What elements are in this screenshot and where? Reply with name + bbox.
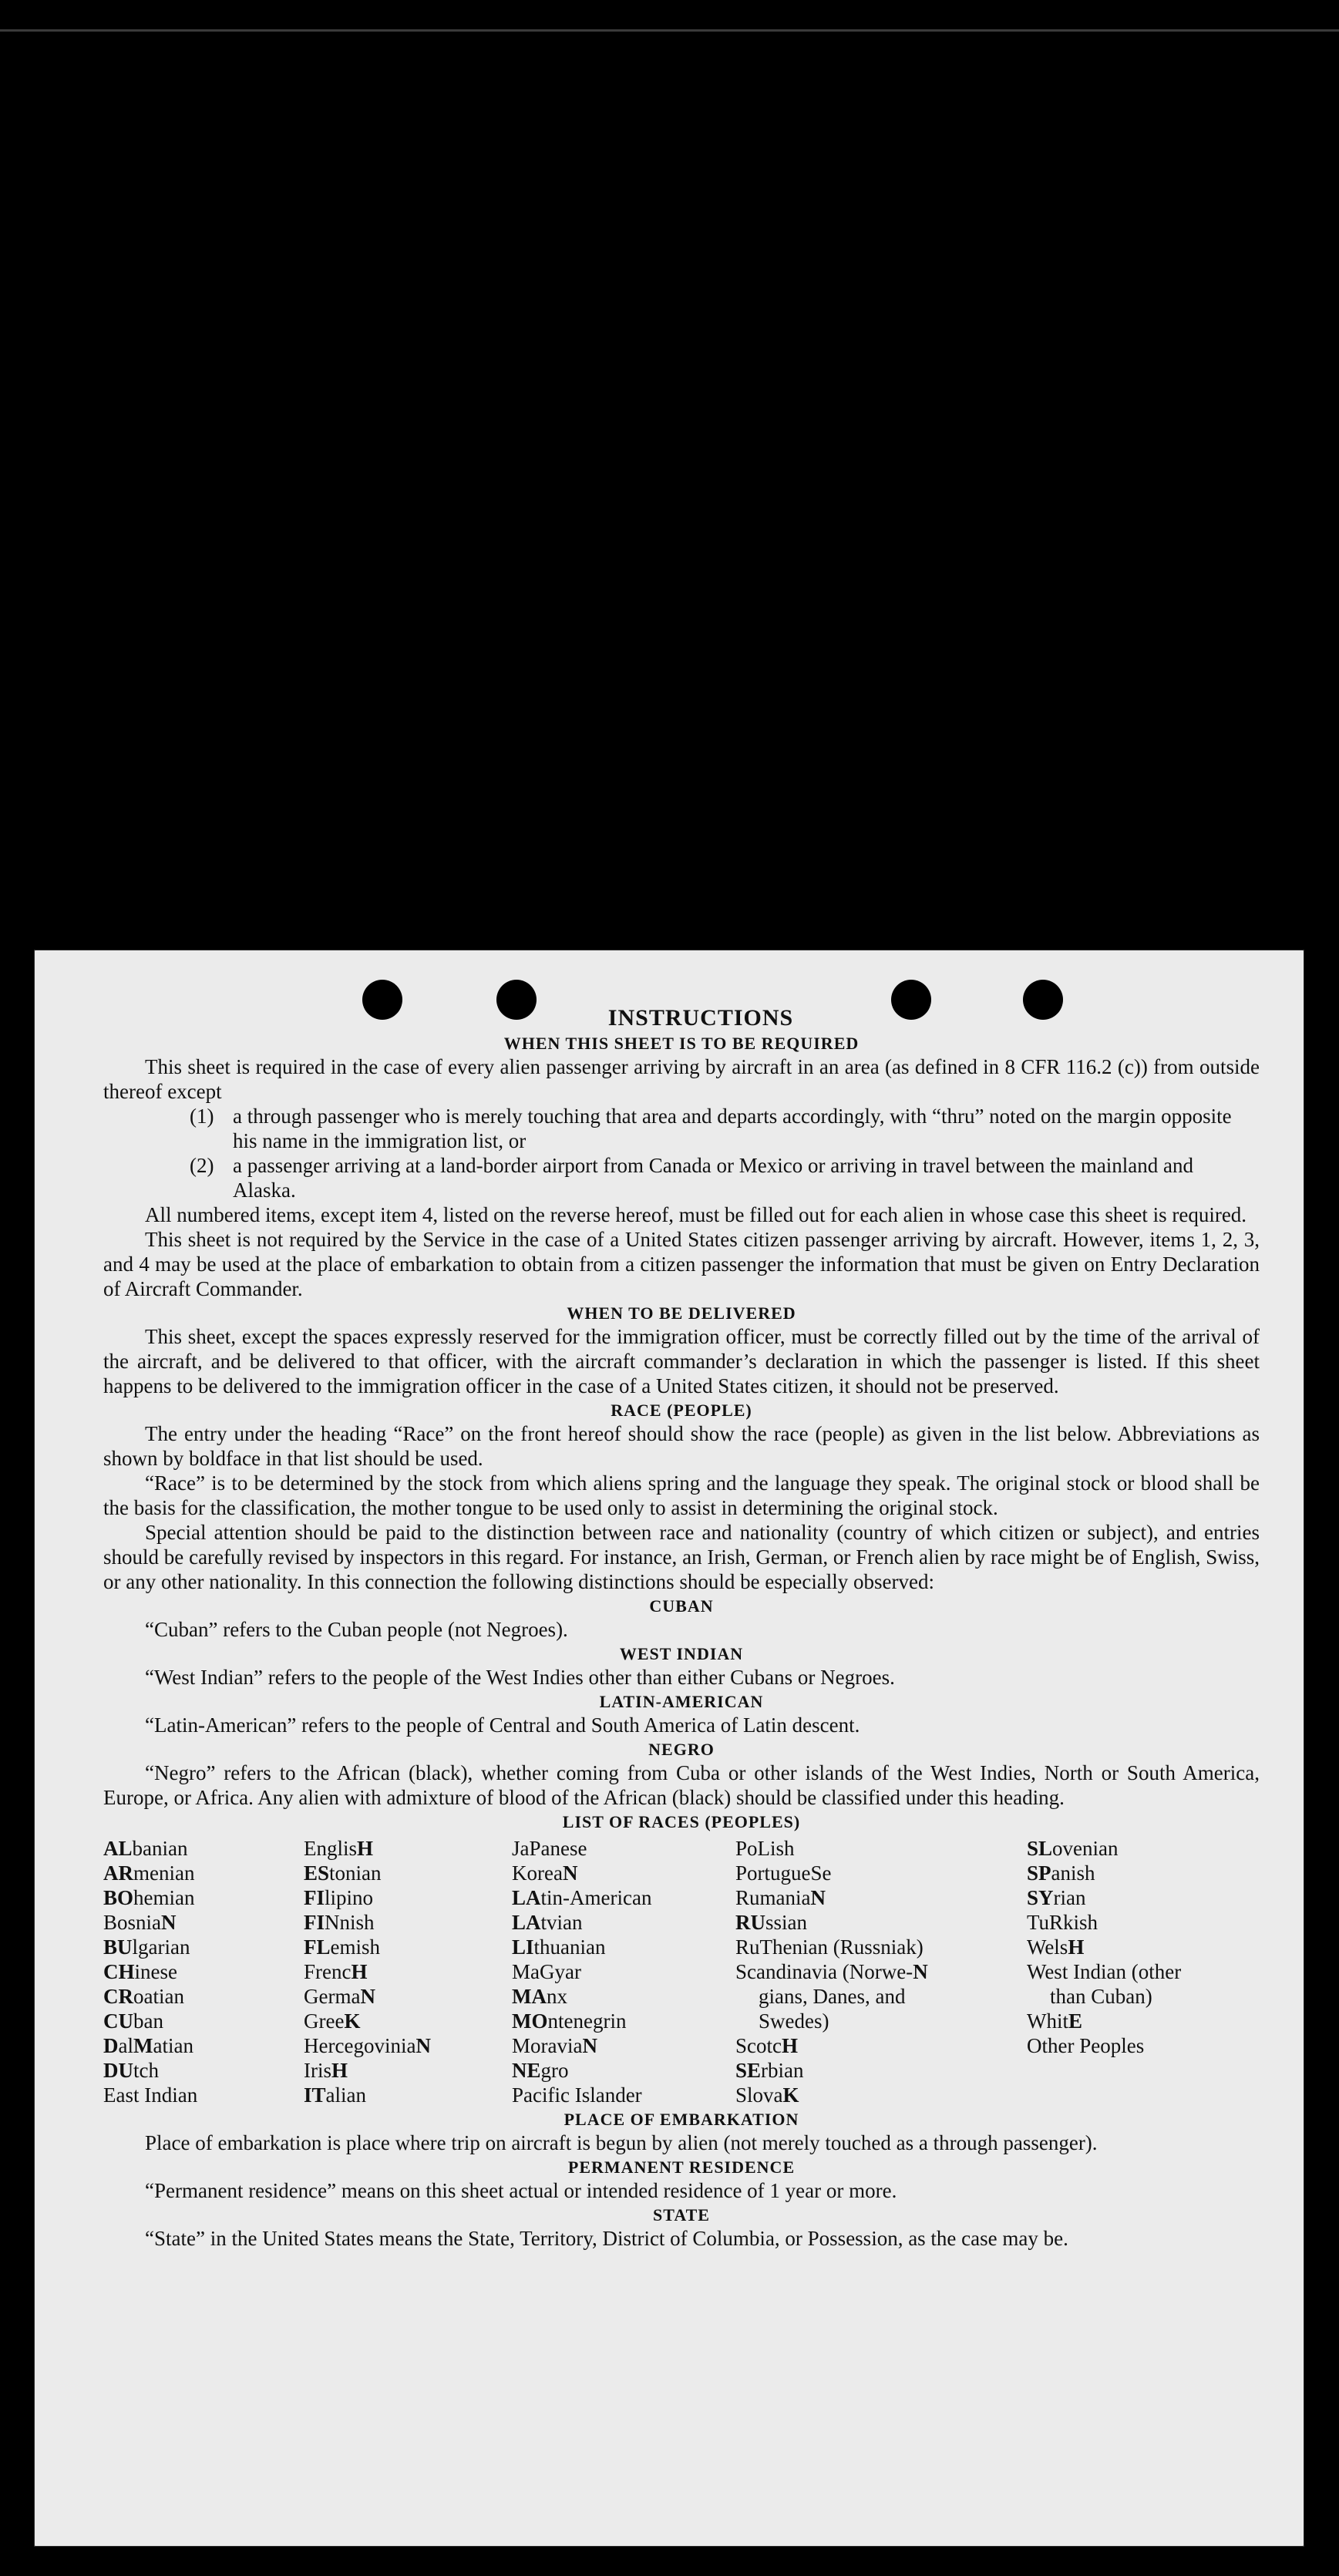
race-abbreviation: N [582, 2034, 597, 2057]
race-list [103, 1836, 1260, 2107]
section-heading: LATIN-AMERICAN [599, 1692, 764, 1711]
race-name-part: Iris [304, 2059, 331, 2082]
race-abbreviation: K [782, 2083, 799, 2107]
race-abbreviation: IT [304, 2083, 326, 2107]
race-abbreviation: SY [1027, 1886, 1054, 1909]
race-abbreviation: DU [103, 2059, 133, 2082]
race-abbreviation: BO [103, 1886, 134, 1909]
race-item [735, 1861, 1027, 1885]
page-title: INSTRUCTIONS [607, 1005, 794, 1031]
race-column [735, 1836, 1027, 2107]
race-item [735, 1836, 1027, 1861]
race-item [512, 1910, 735, 1935]
race-item [304, 1861, 512, 1885]
race-name-part: RuThenian (Russniak) [735, 1935, 924, 1959]
race-name-part: Korea [512, 1861, 563, 1885]
race-item [735, 1959, 1027, 1984]
section-heading: PLACE OF EMBARKATION [564, 2110, 799, 2129]
race-abbreviation: AL [103, 1837, 133, 1860]
race-abbreviation: FI [304, 1886, 325, 1909]
instructions-content [103, 1005, 1260, 2251]
instruction-sheet [34, 950, 1304, 2547]
paragraph: Place of embarkation is place where trip on aircraft is begun by alien (not merely touched as a through passenger). [145, 2131, 1098, 2154]
race-item [735, 1935, 1027, 1959]
race-item [512, 2083, 735, 2107]
paragraph: “Negro” refers to the African (black), whether coming from Cuba or other islands of the West Indies, North or South America, Europe, or Africa. Any alien with admixture of blood of the African (black) should be classified under this heading. [103, 1761, 1260, 1809]
race-name-part: oatian [133, 1985, 184, 2008]
race-item [1027, 1910, 1260, 1935]
race-item [1027, 1935, 1260, 1959]
race-item [735, 2083, 1027, 2107]
race-abbreviation: CU [103, 2009, 133, 2033]
paragraph: “Latin-American” refers to the people of Central and South America of Latin descent. [145, 1713, 860, 1737]
race-abbreviation: H [1068, 1935, 1085, 1959]
race-column [103, 1836, 304, 2107]
race-name-part: ntenegrin [547, 2009, 627, 2033]
race-abbreviation: N [161, 1911, 177, 1934]
race-item [512, 1959, 735, 1984]
race-name-part: Bosnia [103, 1911, 162, 1934]
race-name-part: menian [133, 1861, 195, 1885]
race-column [304, 1836, 512, 2107]
race-item [1027, 1836, 1260, 1861]
race-name-part: ssian [765, 1911, 807, 1934]
race-item [512, 1935, 735, 1959]
race-name-part: PortugueSe [735, 1861, 832, 1885]
race-name-part: lgarian [132, 1935, 190, 1959]
race-name-part: Rumania [735, 1886, 811, 1909]
section-heading: WHEN THIS SHEET IS TO BE REQUIRED [503, 1034, 860, 1053]
race-name-part: PoLish [735, 1837, 795, 1860]
race-abbreviation: CR [103, 1985, 133, 2008]
race-abbreviation: M [133, 2034, 153, 2057]
race-name-part: Pacific Islander [512, 2083, 642, 2107]
race-item [103, 1836, 304, 1861]
race-name-part: gro [540, 2059, 569, 2082]
race-abbreviation: SP [1027, 1861, 1051, 1885]
race-item [512, 1861, 735, 1885]
race-name-part: Whit [1027, 2009, 1068, 2033]
paragraph: “West Indian” refers to the people of the West Indies other than either Cubans or Negroes. [145, 1666, 895, 1689]
race-abbreviation: D [103, 2034, 119, 2057]
race-item [512, 1885, 735, 1910]
race-name-part: Englis [304, 1837, 358, 1860]
race-name-part: Gree [304, 2009, 345, 2033]
section-heading: STATE [653, 2205, 710, 2225]
race-name-part: JaPanese [512, 1837, 587, 1860]
race-name-part: tch [133, 2059, 159, 2082]
race-name-part: Scandinavia [735, 1960, 837, 1983]
race-name-part: Frenc [304, 1960, 352, 1983]
race-item [1027, 2009, 1260, 2033]
paragraph: This sheet is required in the case of every alien passenger arriving by aircraft in an area (as defined in 8 CFR 116.2 (c)) from outside thereof except [103, 1055, 1260, 1103]
race-name-part: tonian [329, 1861, 382, 1885]
race-item [735, 2033, 1027, 2058]
section-heading: NEGRO [648, 1740, 715, 1759]
race-name-part: rbian [761, 2059, 804, 2082]
race-name-part: banian [132, 1837, 188, 1860]
race-abbreviation: H [782, 2034, 799, 2057]
race-name-part: alian [325, 2083, 367, 2107]
race-item [103, 2009, 304, 2033]
race-item [304, 1984, 512, 2009]
race-name-part: thuanian [533, 1935, 606, 1959]
race-name-part: Swedes) [759, 2009, 829, 2033]
race-item [304, 2009, 512, 2033]
race-abbreviation: AR [103, 1861, 133, 1885]
race-item [1027, 1885, 1260, 1910]
race-item [304, 1885, 512, 1910]
race-name-part: Wels [1027, 1935, 1068, 1959]
race-name-part: tin-American [540, 1886, 652, 1909]
race-name-part: MaGyar [512, 1960, 581, 1983]
paragraph: “State” in the United States means the State, Territory, District of Columbia, or Possession, as the case may be. [145, 2227, 1068, 2250]
race-item [512, 1836, 735, 1861]
race-name-part: Hercegovinia [304, 2034, 416, 2057]
race-item [512, 1984, 735, 2009]
race-item [735, 1984, 1027, 2009]
race-item [735, 2058, 1027, 2083]
race-abbreviation: BU [103, 1935, 133, 1959]
paragraph: The entry under the heading “Race” on the front hereof should show the race (people) as given in the list below. Abbreviations as shown by boldface in that list should be used. [103, 1422, 1260, 1470]
race-name-part: gians, Danes, and [759, 1985, 906, 2008]
race-abbreviation: H [331, 2059, 348, 2082]
section-heading: CUBAN [649, 1596, 714, 1616]
race-abbreviation: K [344, 2009, 361, 2033]
race-name-part: hemian [133, 1886, 195, 1909]
paragraph: “Cuban” refers to the Cuban people (not Negroes). [145, 1618, 568, 1641]
race-abbreviation: E [1068, 2009, 1083, 2033]
race-abbreviation: LA [512, 1911, 541, 1934]
item-number: (1) [190, 1105, 214, 1128]
race-name-part: than Cuban) [1050, 1985, 1152, 2008]
item-number: (2) [190, 1154, 214, 1177]
race-name-part: (Norwe- [836, 1960, 913, 1983]
race-name-part: ban [133, 2009, 163, 2033]
list-item [190, 1104, 1260, 1153]
paragraph: All numbered items, except item 4, listed on the reverse hereof, must be filled out for each alien in whose case this sheet is required. [145, 1203, 1247, 1226]
race-abbreviation: LI [512, 1935, 534, 1959]
top-rule [0, 29, 1339, 32]
item-text: a passenger arriving at a land-border airport from Canada or Mexico or arriving in travel between the mainland and Alaska. [233, 1154, 1194, 1202]
race-abbreviation: N [360, 1985, 375, 2008]
race-item [512, 2058, 735, 2083]
race-name-part: Moravia [512, 2034, 583, 2057]
race-name-part: TuRkish [1027, 1911, 1098, 1934]
race-abbreviation: N [415, 2034, 431, 2057]
list-item [190, 1153, 1260, 1202]
section-heading: LIST OF RACES (PEOPLES) [562, 1812, 801, 1831]
race-name-part: Scotc [735, 2034, 782, 2057]
race-name-part: Other Peoples [1027, 2034, 1145, 2057]
race-abbreviation: SE [735, 2059, 762, 2082]
race-abbreviation: MO [512, 2009, 548, 2033]
race-item [103, 2033, 304, 2058]
race-name-part: rian [1053, 1886, 1086, 1909]
race-abbreviation: SL [1027, 1837, 1053, 1860]
race-abbreviation: LA [512, 1886, 541, 1909]
race-item [304, 1935, 512, 1959]
race-item [304, 1959, 512, 1984]
race-item [1027, 1984, 1260, 2009]
race-name-part: East Indian [103, 2083, 198, 2107]
race-name-part: Germa [304, 1985, 361, 2008]
race-abbreviation: MA [512, 1985, 547, 2008]
race-abbreviation: N [913, 1960, 928, 1983]
race-item [1027, 2033, 1260, 2058]
race-item [103, 1910, 304, 1935]
race-name-part: inese [134, 1960, 177, 1983]
race-item [103, 1935, 304, 1959]
race-column [1027, 1836, 1260, 2107]
race-name-part: Slova [735, 2083, 783, 2107]
race-abbreviation: ES [304, 1861, 330, 1885]
section-heading: WHEN TO BE DELIVERED [567, 1303, 796, 1323]
section-heading: WEST INDIAN [619, 1644, 744, 1663]
race-item [103, 1885, 304, 1910]
race-name-part: Nnish [325, 1911, 375, 1934]
race-name-part: nx [546, 1985, 567, 2008]
race-abbreviation: FL [304, 1935, 331, 1959]
race-item [1027, 1861, 1260, 1885]
race-abbreviation: H [357, 1837, 374, 1860]
race-item [735, 1885, 1027, 1910]
race-item [304, 2083, 512, 2107]
paragraph: “Race” is to be determined by the stock from which aliens spring and the language they speak. The original stock or blood shall be the basis for the classification, the mother tongue to be used only to assist in determining the original stock. [103, 1471, 1260, 1519]
race-name-part: al [118, 2034, 133, 2057]
race-name-part: emish [330, 1935, 381, 1959]
race-name-part: tvian [540, 1911, 583, 1934]
paragraph: This sheet, except the spaces expressly reserved for the immigration officer, must be correctly filled out by the time of the arrival of the aircraft, and be delivered to that officer, with the aircraft commander’s declaration in which the passenger is listed. If this sheet happens to be delivered to the immigration officer in the case of a United States citizen, it should not be preserved. [103, 1325, 1260, 1397]
section-heading: RACE (PEOPLE) [611, 1401, 752, 1420]
paragraph: This sheet is not required by the Service in the case of a United States citizen passenger arriving by aircraft. However, items 1, 2, 3, and 4 may be used at the place of embarkation to obtain from a citizen passenger the information that must be given on Entry Declaration of Aircraft Commander. [103, 1228, 1260, 1300]
race-column [512, 1836, 735, 2107]
race-name-part: anish [1051, 1861, 1095, 1885]
race-abbreviation: N [562, 1861, 578, 1885]
race-item [304, 1836, 512, 1861]
paragraph: “Permanent residence” means on this sheet actual or intended residence of 1 year or more. [145, 2179, 897, 2202]
race-item [103, 1959, 304, 1984]
paragraph: Special attention should be paid to the distinction between race and nationality (country of which citizen or subject), and entries should be carefully revised by inspectors in this regard. For instance, an Irish, German, or French alien by race might be of English, Swiss, or any other nationality. In this connection the following distinctions should be especially observed: [103, 1521, 1260, 1593]
section-heading: PERMANENT RESIDENCE [567, 2157, 796, 2177]
race-abbreviation: H [351, 1960, 368, 1983]
race-item [1027, 1959, 1260, 1984]
race-abbreviation: NE [512, 2059, 541, 2082]
race-name-part: West Indian (other [1027, 1960, 1182, 1983]
race-item [304, 2058, 512, 2083]
race-item [512, 2009, 735, 2033]
race-abbreviation: N [810, 1886, 826, 1909]
race-abbreviation: RU [735, 1911, 765, 1934]
race-item [735, 2009, 1027, 2033]
race-item [735, 1910, 1027, 1935]
item-text: a through passenger who is merely touching that area and departs accordingly, with “thru” noted on the margin opposite his name in the immigration list, or [233, 1105, 1232, 1152]
race-name-part: ovenian [1052, 1837, 1119, 1860]
race-abbreviation: CH [103, 1960, 135, 1983]
race-item [304, 2033, 512, 2058]
race-item [103, 2083, 304, 2107]
race-item [304, 1910, 512, 1935]
race-item [103, 1984, 304, 2009]
race-abbreviation: FI [304, 1911, 325, 1934]
race-name-part: atian [153, 2034, 193, 2057]
race-name-part: lipino [325, 1886, 374, 1909]
race-item [103, 1861, 304, 1885]
race-item [512, 2033, 735, 2058]
race-item [103, 2058, 304, 2083]
